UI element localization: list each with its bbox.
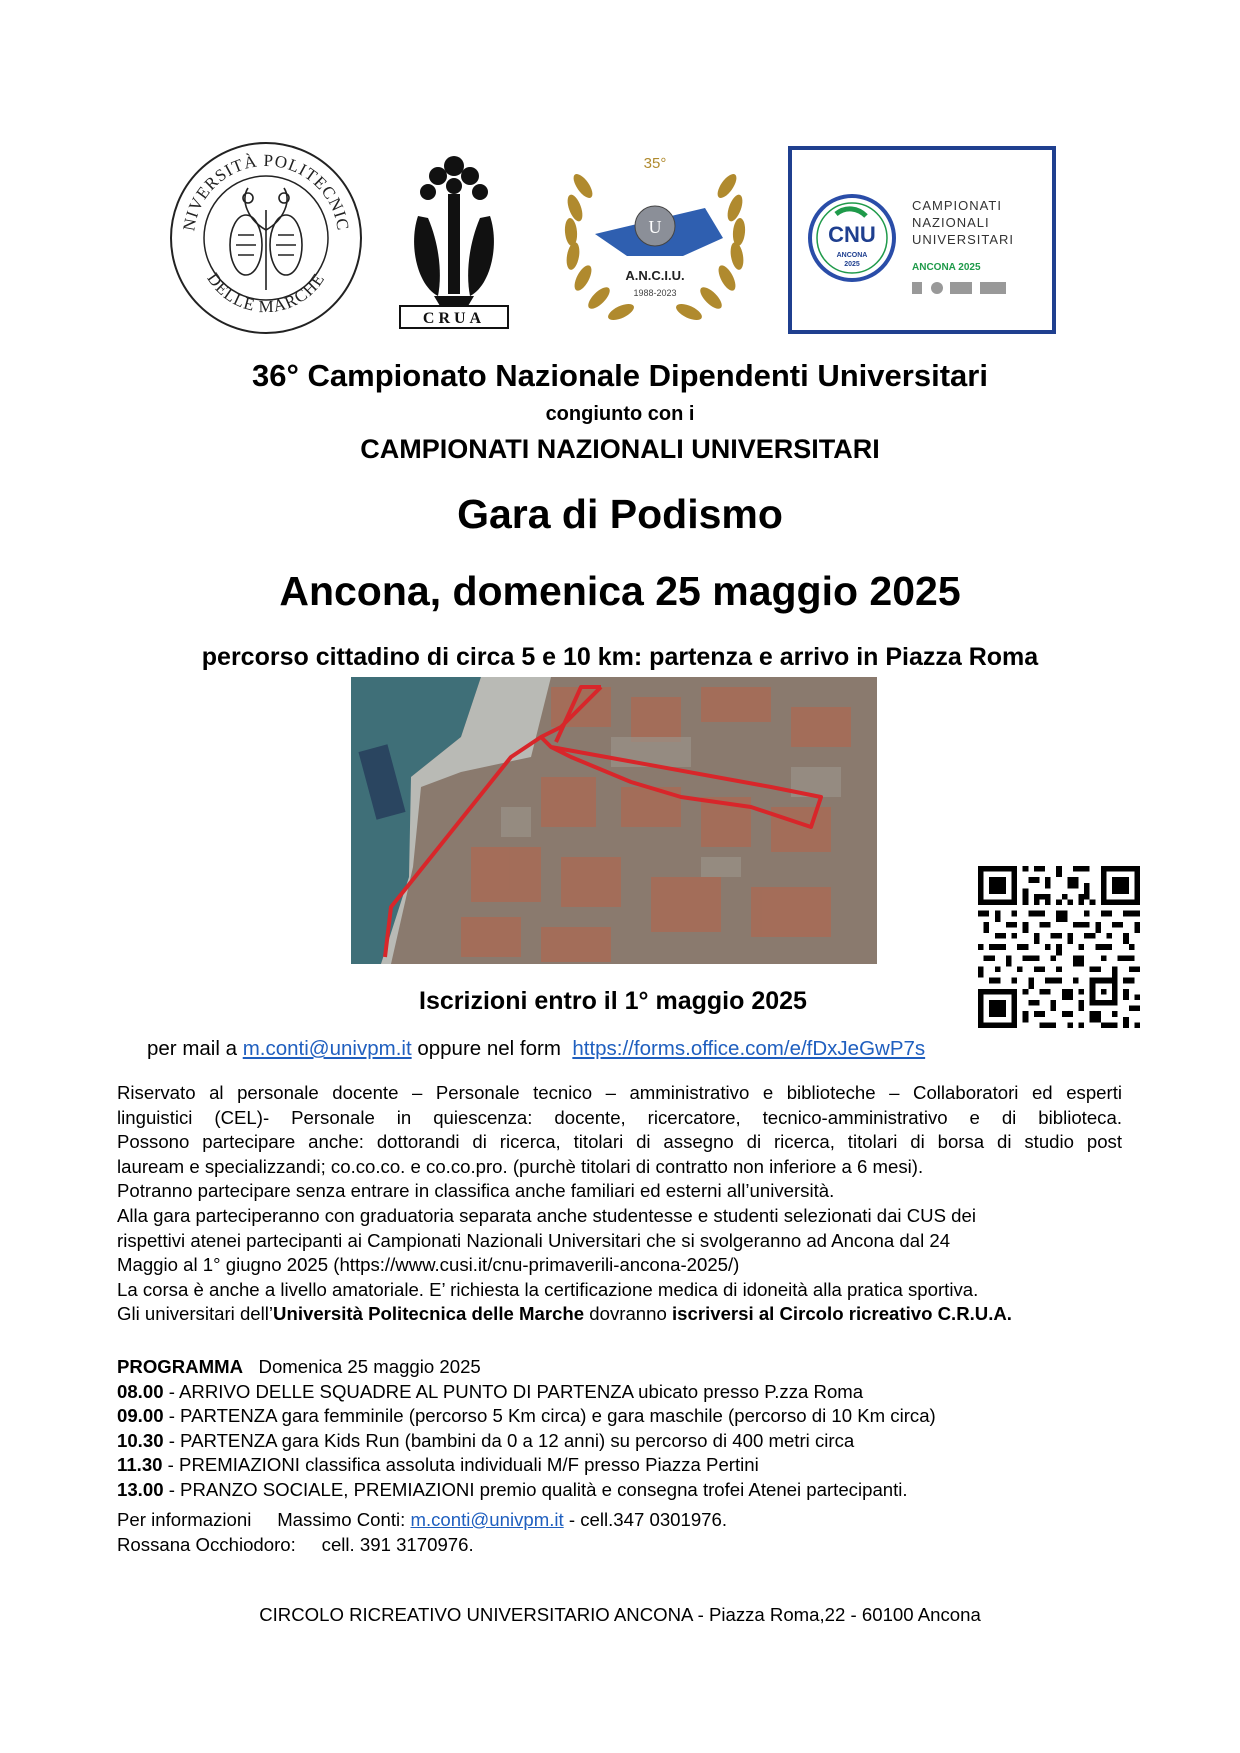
- body-p10b: Università Politecnica delle Marche: [273, 1303, 585, 1325]
- contact-phone-2: cell. 391 3170976.: [321, 1533, 474, 1555]
- programme: [117, 1355, 1122, 1503]
- programme-text: - ARRIVO DELLE SQUADRE AL PUNTO DI PARTENZA ubicato presso P.zza Roma: [163, 1380, 864, 1402]
- crua-label: CRUA: [422, 310, 486, 327]
- contact-name-2: Rossana Occhiodoro:: [117, 1533, 296, 1555]
- programme-item: [117, 1429, 1122, 1454]
- programme-text: - PARTENZA gara femminile (percorso 5 Km circa) e gara maschile (percorso di 10 Km circa): [163, 1405, 936, 1427]
- programme-time: 10.30: [117, 1429, 164, 1451]
- route-description: percorso cittadino di circa 5 e 10 km: partenza e arrivo in Piazza Roma: [201, 643, 1039, 671]
- registration-prefix: per mail a: [147, 1037, 238, 1060]
- registration-line: [147, 1036, 925, 1062]
- contact-email-link[interactable]: m.conti@univpm.it: [410, 1509, 564, 1530]
- registration-email-link[interactable]: m.conti@univpm.it: [242, 1037, 412, 1060]
- registration-form-link[interactable]: https://forms.office.com/e/fDxJeGwP7s: [572, 1037, 926, 1060]
- univpm-ring-top: NIVERSITÀ POLITECNIC: [179, 150, 353, 233]
- ancicu-years: 1988-2023: [633, 288, 677, 298]
- body-line: La corsa è anche a livello amatoriale. E’ richiesta la certificazione medica di idoneità alla pratica sportiva.: [117, 1278, 979, 1300]
- page-subtitle: CAMPIONATI NAZIONALI UNIVERSITARI: [360, 434, 880, 464]
- cnu-logo: [788, 146, 1056, 334]
- contact-name-1: Massimo Conti:: [277, 1509, 406, 1530]
- route-map: [351, 677, 877, 964]
- registration-middle: oppure nel form: [417, 1037, 561, 1060]
- ancicu-badge: 35°: [643, 155, 667, 172]
- programme-item: [117, 1380, 1122, 1405]
- body-line: Possono partecipare anche: dottorandi di ricerca, titolari di assegno di ricerca, titolari di borsa di studio post: [117, 1131, 1122, 1153]
- eligibility-text: [117, 1081, 1122, 1327]
- cnu-line2: NAZIONALI: [912, 215, 990, 230]
- contacts-line-1: [117, 1508, 1122, 1533]
- body-line: lauream e specializzandi; co.co.co. e co.co.pro. (purchè titolari di contratto non inferiore a 6 mesi).: [117, 1155, 924, 1177]
- programme-text: - PREMIAZIONI classifica assoluta individuali M/F presso Piazza Pertini: [162, 1454, 759, 1476]
- contacts-label: Per informazioni: [117, 1509, 252, 1530]
- cnu-circle-sub1: ANCONA: [836, 252, 868, 259]
- programme-heading: PROGRAMMA: [117, 1356, 244, 1377]
- footer-address: CIRCOLO RICREATIVO UNIVERSITARIO ANCONA - Piazza Roma,22 - 60100 Ancona: [259, 1604, 981, 1625]
- univpm-logo: [168, 140, 364, 336]
- joint-text: congiunto con i: [545, 403, 695, 425]
- page-title: 36° Campionato Nazionale Dipendenti Universitari: [252, 358, 988, 393]
- registration-deadline: Iscrizioni entro il 1° maggio 2025: [419, 987, 807, 1015]
- programme-time: 13.00: [117, 1478, 164, 1500]
- programme-time: 08.00: [117, 1380, 164, 1402]
- crua-logo: [398, 146, 510, 330]
- body-line: Riservato al personale docente – Personale tecnico – amministrativo e biblioteche – Collaboratori ed esperti: [117, 1082, 1122, 1103]
- ancicu-logo: [555, 146, 755, 336]
- event-title: Gara di Podismo: [457, 491, 783, 537]
- contacts-line-2: [117, 1533, 1122, 1558]
- cnu-line1: CAMPIONATI: [912, 198, 1002, 213]
- programme-text: - PRANZO SOCIALE, PREMIAZIONI premio qualità e consegna trofei Atenei partecipanti.: [163, 1478, 908, 1500]
- programme-time: 09.00: [117, 1405, 164, 1427]
- cnu-line3: UNIVERSITARI: [912, 232, 1015, 247]
- body-line: linguistici (CEL)- Personale in quiescenza: docente, ricercatore, tecnico-amministrativo e di biblioteca.: [117, 1106, 1122, 1128]
- body-p10a: Gli universitari dell’: [117, 1303, 274, 1325]
- body-p10d: iscriversi al Circolo ricreativo C.R.U.A.: [671, 1303, 1012, 1325]
- programme-heading-line: [117, 1355, 1122, 1380]
- programme-text: - PARTENZA gara Kids Run (bambini da 0 a 12 anni) su percorso di 400 metri circa: [163, 1429, 855, 1451]
- body-line: Potranno partecipare senza entrare in classifica anche familiari ed esterni all’università.: [117, 1180, 835, 1202]
- ancicu-label: A.N.C.I.U.: [625, 268, 685, 283]
- programme-item: [117, 1478, 1122, 1503]
- programme-time: 11.30: [117, 1454, 163, 1476]
- body-line: Maggio al 1° giugno 2025 (https://www.cusi.it/cnu-primaverili-ancona-2025/): [117, 1254, 740, 1276]
- univpm-ring-bottom: DELLE MARCHE: [203, 269, 329, 317]
- svg-text:U: U: [648, 217, 662, 237]
- programme-date: Domenica 25 maggio 2025: [258, 1356, 481, 1377]
- contact-phone-1: - cell.347 0301976.: [563, 1509, 728, 1530]
- body-line: rispettivi atenei partecipanti ai Campionati Nazionali Universitari che si svolgeranno ad Ancona dal 24: [117, 1229, 951, 1251]
- body-line-crua: [117, 1302, 1122, 1327]
- body-line: Alla gara parteciperanno con graduatoria separata anche studentesse e studenti selezionati dai CUS dei: [117, 1204, 976, 1226]
- programme-item: [117, 1404, 1122, 1429]
- body-p10c: dovranno: [584, 1303, 672, 1325]
- contacts: [117, 1508, 1122, 1557]
- programme-item: [117, 1453, 1122, 1478]
- cnu-circle-sub2: 2025: [844, 261, 860, 268]
- place-date: Ancona, domenica 25 maggio 2025: [279, 568, 961, 614]
- cnu-circle-text: CNU: [828, 222, 876, 247]
- cnu-line4: ANCONA 2025: [912, 262, 981, 273]
